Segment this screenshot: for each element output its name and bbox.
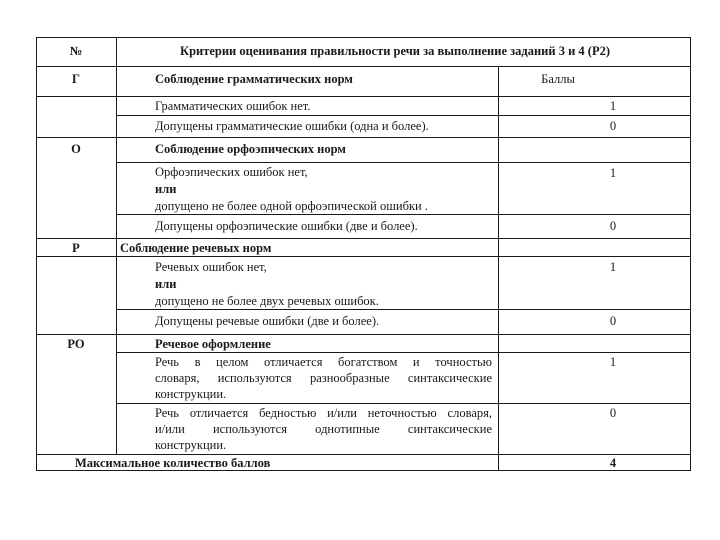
criterion-score: 1 — [609, 260, 617, 274]
row-divider — [36, 96, 691, 97]
row-divider — [116, 403, 691, 404]
criterion-text: Допущены речевые ошибки (две и более). — [155, 314, 380, 328]
criterion-score: 1 — [609, 166, 617, 180]
row-divider — [116, 115, 691, 116]
criterion-text: и/или используются однотипные синтаксические — [155, 422, 492, 436]
criterion-text: Речь отличается бедностью и/или неточностью словаря, — [155, 406, 492, 420]
criterion-text: словаря, используются разнообразные синтаксические — [155, 371, 492, 385]
section-code-ro: РО — [67, 337, 85, 351]
criterion-or: или — [155, 182, 177, 196]
column-divider-code — [116, 37, 117, 454]
criterion-score: 0 — [609, 219, 617, 233]
max-score-label: Максимальное количество баллов — [75, 456, 271, 470]
criterion-text: конструкции. — [155, 438, 227, 452]
row-divider — [116, 162, 691, 163]
criterion-score: 0 — [609, 119, 617, 133]
section-title-speech-design: Речевое оформление — [155, 337, 271, 351]
section-title-grammar: Соблюдение грамматических норм — [155, 72, 353, 86]
number-header: № — [69, 44, 83, 58]
criterion-text: Допущены орфоэпические ошибки (две и более). — [155, 219, 418, 233]
score-header: Баллы — [541, 72, 575, 86]
section-title-speech: Соблюдение речевых норм — [120, 241, 272, 255]
table-title: Критерии оценивания правильности речи за выполнение заданий 3 и 4 (Р2) — [180, 44, 610, 58]
criterion-text: конструкции. — [155, 387, 227, 401]
row-divider — [36, 66, 691, 67]
criterion-or: или — [155, 277, 177, 291]
section-code-g: Г — [72, 72, 80, 86]
table-border-top — [36, 37, 691, 38]
criterion-score: 1 — [609, 99, 617, 113]
max-score-value: 4 — [609, 456, 617, 470]
criterion-text: Грамматических ошибок нет. — [155, 99, 311, 113]
section-title-orthoepy: Соблюдение орфоэпических норм — [155, 142, 346, 156]
criterion-score: 0 — [609, 314, 617, 328]
row-divider — [36, 137, 691, 138]
criterion-score: 1 — [609, 355, 617, 369]
criterion-text: Речевых ошибок нет, — [155, 260, 267, 274]
criterion-text: Допущены грамматические ошибки (одна и более). — [155, 119, 429, 133]
criterion-score: 0 — [609, 406, 617, 420]
row-divider — [36, 334, 691, 335]
section-code-o: О — [71, 142, 81, 156]
criterion-text: допущено не более двух речевых ошибок. — [155, 294, 379, 308]
row-divider — [36, 238, 691, 239]
criterion-text: допущено не более одной орфоэпической ошибки . — [155, 199, 428, 213]
criterion-text: Речь в целом отличается богатством и точностью — [155, 355, 492, 369]
section-code-r: Р — [72, 241, 80, 255]
criterion-text: Орфоэпических ошибок нет, — [155, 165, 308, 179]
